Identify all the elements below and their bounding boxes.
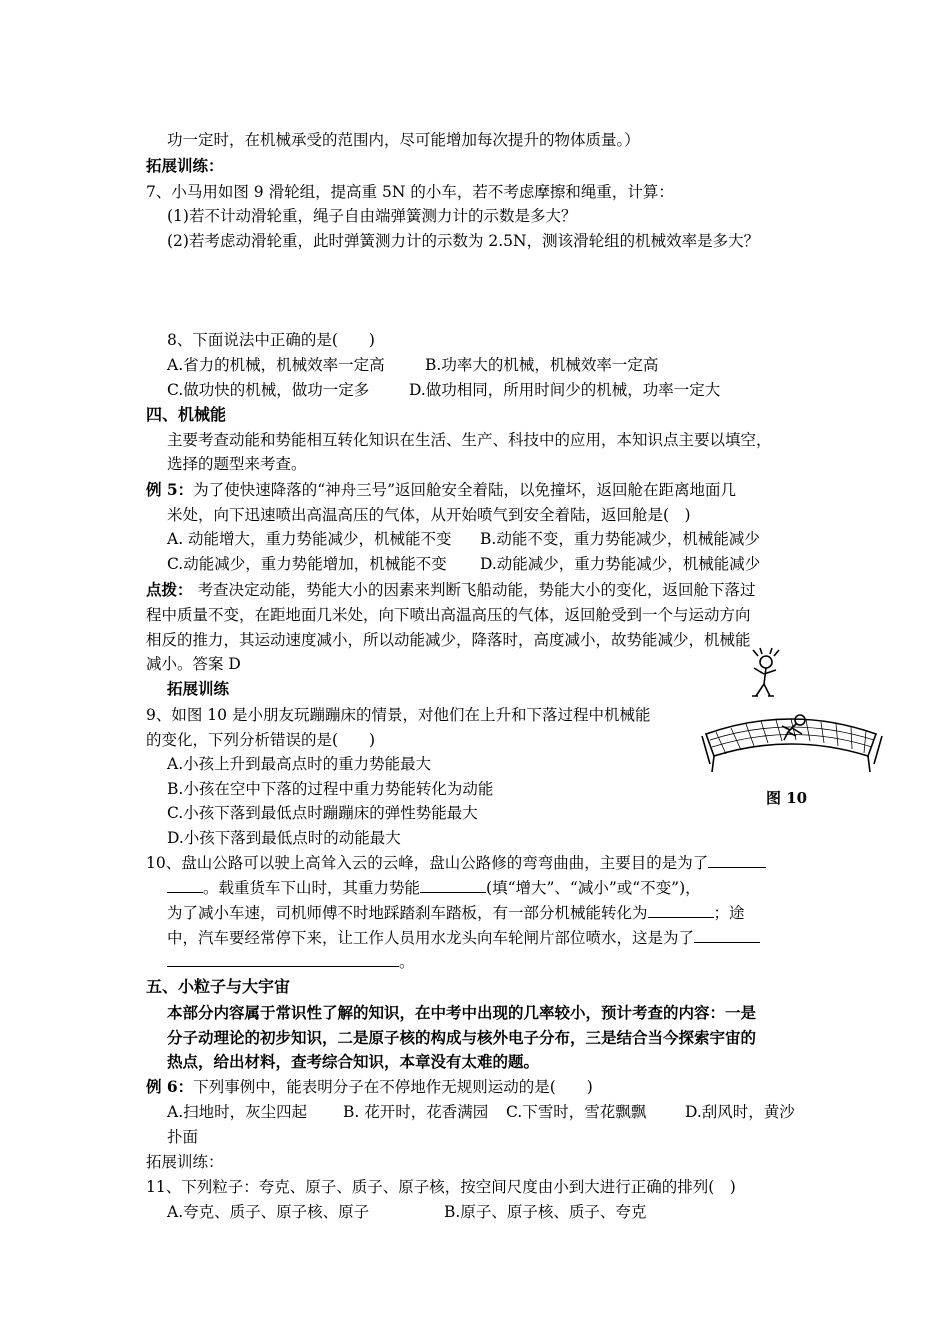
q9-line1: 9、如图 10 是小朋友玩蹦蹦床的情景，对他们在上升和下落过程中机械能 <box>146 706 651 724</box>
tip-line4: 减小。答案 D <box>146 655 241 673</box>
q10-line5: 。 <box>167 952 415 972</box>
tip-line1: 点拨： 考查决定动能，势能大小的因素来判断飞船动能，势能大小的变化，返回舱下落过 <box>146 580 756 599</box>
q10-line2: 。载重货车下山时，其重力势能 (填“增大”、“减小”或“不变”)， <box>167 878 701 898</box>
q10-line3: 为了减小车速，司机师傅不时地踩踏刹车踏板，有一部分机械能转化为 ；途 <box>167 904 745 922</box>
q8-stem: 8、下面说法中正确的是( ) <box>167 331 375 349</box>
section-4-intro-line2: 选择的题型来考查。 <box>167 455 307 473</box>
example-5-label: 例 5： <box>146 480 194 499</box>
tip-label: 点拨： <box>146 580 193 599</box>
section-5-title: 五、小粒子与大宇宙 <box>146 977 291 996</box>
example-5-option-c: C.动能减少，重力势能增加，机械能不变 <box>167 555 447 573</box>
section-4-intro-line1: 主要考查动能和势能相互转化知识在生活、生产、科技中的应用，本知识点主要以填空， <box>167 431 772 449</box>
section-5-intro-line1: 本部分内容属于常识性了解的知识，在中考中出现的几率较小，预计考查的内容：一是 <box>167 1003 757 1022</box>
q10-blank-4-cont[interactable] <box>167 952 399 967</box>
section-4-title: 四、机械能 <box>146 405 227 424</box>
example-6-label: 例 6： <box>146 1077 194 1096</box>
example-5-line2: 米处，向下迅速喷出高温高压的气体，从开始喷气到安全着陆，返回舱是( ) <box>167 506 691 524</box>
tip-line2: 程中质量不变，在距地面几米处，向下喷出高温高压的气体，返回舱受到一个与运动方向 <box>146 606 751 624</box>
section-5-intro-line2: 分子动理论的初步知识，二是原子核的构成与核外电子分布，三是结合当今探索宇宙的 <box>167 1028 757 1047</box>
section-5-intro-line3: 热点，给出材料，查考综合知识，本章没有太难的题。 <box>167 1052 540 1071</box>
q7-part1: (1)若不计动滑轮重，绳子自由端弹簧测力计的示数是多大？ <box>167 207 577 225</box>
figure-10-caption: 图 10 <box>766 789 808 807</box>
intro-continuation: 功一定时，在机械承受的范围内，尽可能增加每次提升的物体质量。） <box>167 131 640 149</box>
example-6-stem: 例 6：下列事例中，能表明分子在不停地作无规则运动的是( ) <box>146 1077 593 1096</box>
example-6-option-a: A.扫地时，灰尘四起 <box>167 1103 308 1121</box>
example-6-option-c: C.下雪时，雪花飘飘 <box>506 1103 647 1121</box>
q10-line4: 中，汽车要经常停下来，让工作人员用水龙头向车轮闸片部位喷水，这是为了 <box>167 928 760 948</box>
tip-line3: 相反的推力，其运动速度减小，所以动能减少，降落时，高度减小，故势能减少，机械能 <box>146 631 751 649</box>
q11-option-b: B.原子、原子核、质子、夸克 <box>444 1203 647 1221</box>
extension-heading-3: 拓展训练： <box>146 1153 224 1171</box>
extension-heading: 拓展训练： <box>146 156 224 175</box>
q10-blank-1[interactable] <box>708 853 766 868</box>
extension-heading-2: 拓展训练 <box>167 679 230 698</box>
q10-blank-2[interactable] <box>420 878 486 893</box>
q8-option-c: C.做功快的机械，做功一定多 <box>167 381 370 399</box>
q9-option-d: D.小孩下落到最低点时的动能最大 <box>167 829 401 847</box>
q8-option-d: D.做功相同，所用时间少的机械，功率一定大 <box>409 381 721 399</box>
q9-line2: 的变化，下列分析错误的是( ) <box>146 731 376 749</box>
q10-blank-3[interactable] <box>648 903 714 918</box>
q10-blank-4[interactable] <box>694 928 760 943</box>
example-5-option-d: D.动能减少，重力势能减少，机械能减少 <box>480 555 761 573</box>
q11-stem: 11、下列粒子：夸克、原子、质子、原子核，按空间尺度由小到大进行正确的排列( ) <box>146 1178 736 1196</box>
q10-line1: 10、盘山公路可以驶上高耸入云的云峰，盘山公路修的弯弯曲曲，主要目的是为了 <box>146 853 766 873</box>
example-6-option-d-cont: 扑面 <box>167 1128 199 1146</box>
example-6-option-d: D.刮风时，黄沙 <box>685 1103 795 1121</box>
q10-blank-1-cont[interactable] <box>167 878 203 893</box>
q7-part2: (2)若考虑动滑轮重，此时弹簧测力计的示数为 2.5N，测该滑轮组的机械效率是多大？ <box>167 232 760 250</box>
q7-stem: 7、小马用如图 9 滑轮组，提高重 5N 的小车，若不考虑摩擦和绳重，计算： <box>146 183 674 201</box>
q8-option-b: B.功率大的机械，机械效率一定高 <box>425 356 659 374</box>
example-6-option-b: B. 花开时，花香满园 <box>343 1103 489 1121</box>
q9-option-a: A.小孩上升到最高点时的重力势能最大 <box>167 755 432 773</box>
trampoline-figure <box>696 644 886 779</box>
example-5-option-a: A. 动能增大，重力势能减少，机械能不变 <box>167 530 452 548</box>
q9-option-c: C.小孩下落到最低点时蹦蹦床的弹性势能最大 <box>167 804 478 822</box>
example-5-option-b: B.动能不变，重力势能减少，机械能减少 <box>480 530 760 548</box>
q8-option-a: A.省力的机械，机械效率一定高 <box>167 356 385 374</box>
q9-option-b: B.小孩在空中下落的过程中重力势能转化为动能 <box>167 780 494 798</box>
q11-option-a: A.夸克、质子、原子核、原子 <box>167 1203 370 1221</box>
example-5-line1: 例 5：为了使快速降落的“神舟三号”返回舱安全着陆，以免撞坏，返回舱在距离地面几 <box>146 480 737 499</box>
